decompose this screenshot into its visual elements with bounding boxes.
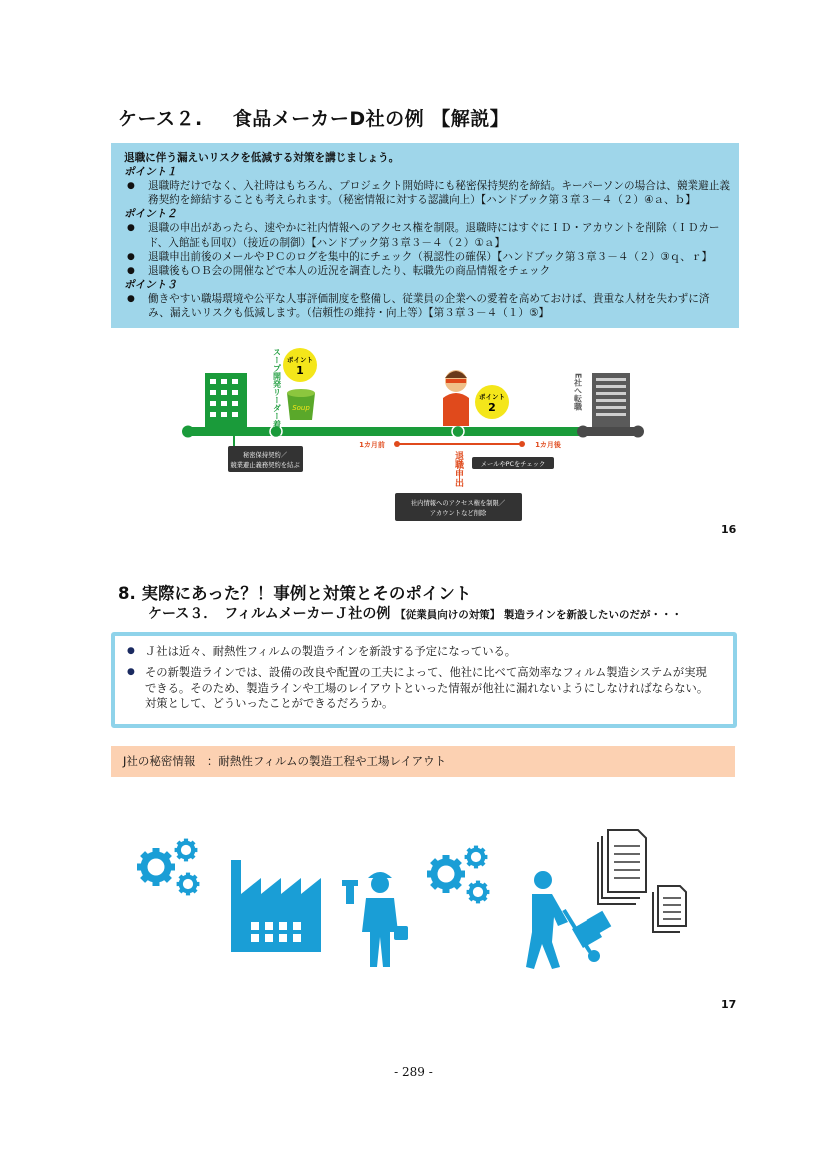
point1-badge bbox=[283, 348, 317, 382]
scenario-bullet-2-line1: ● その新製造ラインでは、設備の改良や配置の工夫によって、他社に比べて高効率なフィルム製造システムが実現 bbox=[145, 666, 707, 680]
office-building-icon bbox=[205, 373, 247, 427]
secret-info-bar bbox=[111, 746, 735, 777]
badge2-number: 2 bbox=[488, 401, 496, 414]
page-footer: - 289 - bbox=[394, 1065, 433, 1079]
page-number-17: 17 bbox=[721, 998, 737, 1011]
case3-subtitle: 【従業員向けの対策】 製造ラインを新設したいのだが・・・ bbox=[395, 609, 683, 621]
factory-illustration bbox=[128, 822, 698, 972]
documents-icon bbox=[598, 830, 686, 932]
soup-text: Soup bbox=[292, 404, 310, 412]
access-box-line2: アカウントなど削除 bbox=[429, 510, 487, 517]
soup-leader-label: スープ開発リーダー着任 bbox=[272, 348, 282, 436]
point2-bullet-3: ● 退職後もＯＢ会の開催などで本人の近況を調査したり、転職先の商品情報をチェック bbox=[124, 264, 730, 278]
scenario-bullet-2-line3: 対策として、どういったことができるだろうか。 bbox=[145, 697, 394, 711]
badge2-label: ポイント bbox=[479, 393, 505, 401]
resignation-label: 退職申出 bbox=[453, 451, 463, 487]
case3-title-text: ケース３． フィルムメーカーＪ社の例 bbox=[148, 606, 391, 622]
e-company-label: E社へ転職 bbox=[573, 373, 583, 411]
gears-icon-middle bbox=[427, 846, 489, 904]
point1-bullet-1: ● 退職時だけでなく、入社時はもちろん、プロジェクト開始時にも秘密保持契約を締結。キーパーソンの場合は、競業避止義務契約を締結することも考えられます。（秘密情報に対する認識向上）【ハンドブック第３章３－４（２）④ａ、ｂ】 bbox=[124, 179, 730, 207]
gears-icon-left bbox=[137, 839, 199, 896]
secret-info-text: J社の秘密情報 ：耐熱性フィルムの製造工程や工場レイアウト bbox=[123, 754, 447, 768]
case2-title-number: ケース２. bbox=[118, 108, 203, 130]
contract-box-line1: 秘密保持契約／ bbox=[242, 452, 288, 459]
page-number-16: 16 bbox=[721, 523, 737, 536]
factory-icon bbox=[231, 860, 321, 952]
explanation-lead: 退職に伴う漏えいリスクを低減する対策を講じましょう。 bbox=[124, 152, 400, 164]
section8-heading: 8. 実際にあった？！事例と対策とそのポイント bbox=[118, 584, 472, 603]
point1-heading: ポイント１ bbox=[124, 166, 177, 179]
point3-heading: ポイント３ bbox=[124, 278, 177, 291]
timeline-bar bbox=[188, 427, 588, 436]
employee-icon bbox=[443, 370, 469, 426]
scenario-bullet-2 bbox=[125, 665, 725, 711]
case3-scenario-box bbox=[111, 632, 737, 728]
access-box-line1: 社内情報へのアクセス権を制限／ bbox=[410, 500, 506, 507]
worker-icon bbox=[342, 872, 408, 967]
point2-badge bbox=[475, 385, 509, 419]
badge1-label: ポイント bbox=[287, 356, 313, 364]
scenario-bullet-2-line2: できる。そのため、製造ラインや工場のレイアウトといった情報が他社に漏れないようにしなければならない。 bbox=[145, 681, 709, 695]
case3-title bbox=[148, 603, 682, 623]
point3-bullet-1: ● 働きやすい職場環境や公平な人事評価制度を整備し、従業員の企業への愛着を高めておけば、貴重な人材を失わずに済み、漏えいリスクも低減します。（信頼性の維持・向上等）【第３章３－４（１）⑤】 bbox=[124, 292, 730, 320]
case2-title bbox=[118, 104, 509, 131]
case2-explanation-box bbox=[111, 143, 739, 328]
contract-box-line2: 競業避止義務契約を結ぶ bbox=[230, 462, 300, 469]
scenario-bullet-1: ● Ｊ社は近々、耐熱性フィルムの製造ラインを新設する予定になっている。 bbox=[125, 644, 725, 659]
check-box-text: メールやPCをチェック bbox=[480, 461, 546, 468]
soup-pot-icon bbox=[287, 389, 315, 420]
one-month-after: 1カ月後 bbox=[535, 441, 561, 449]
case2-title-text: 食品メーカーD社の例 【解説】 bbox=[232, 108, 510, 130]
one-month-before: 1カ月前 bbox=[359, 441, 385, 449]
point2-bullet-2: ● 退職申出前後のメールやＰＣのログを集中的にチェック（視認性の確保）【ハンドブック第３章３－４（２）③ｑ、ｒ】 bbox=[124, 250, 730, 264]
point2-bullet-1: ● 退職の申出があったら、速やかに社内情報へのアクセス権を制限。退職時にはすぐにＩＤ・アカウントを削除（ＩＤカード、入館証も回収）（接近の制御）【ハンドブック第３章３－４（２）①ａ】 bbox=[124, 221, 730, 249]
point2-heading: ポイント２ bbox=[124, 208, 177, 221]
badge1-number: 1 bbox=[296, 364, 304, 377]
e-company-building-icon bbox=[592, 373, 630, 427]
timeline-diagram bbox=[180, 338, 650, 528]
